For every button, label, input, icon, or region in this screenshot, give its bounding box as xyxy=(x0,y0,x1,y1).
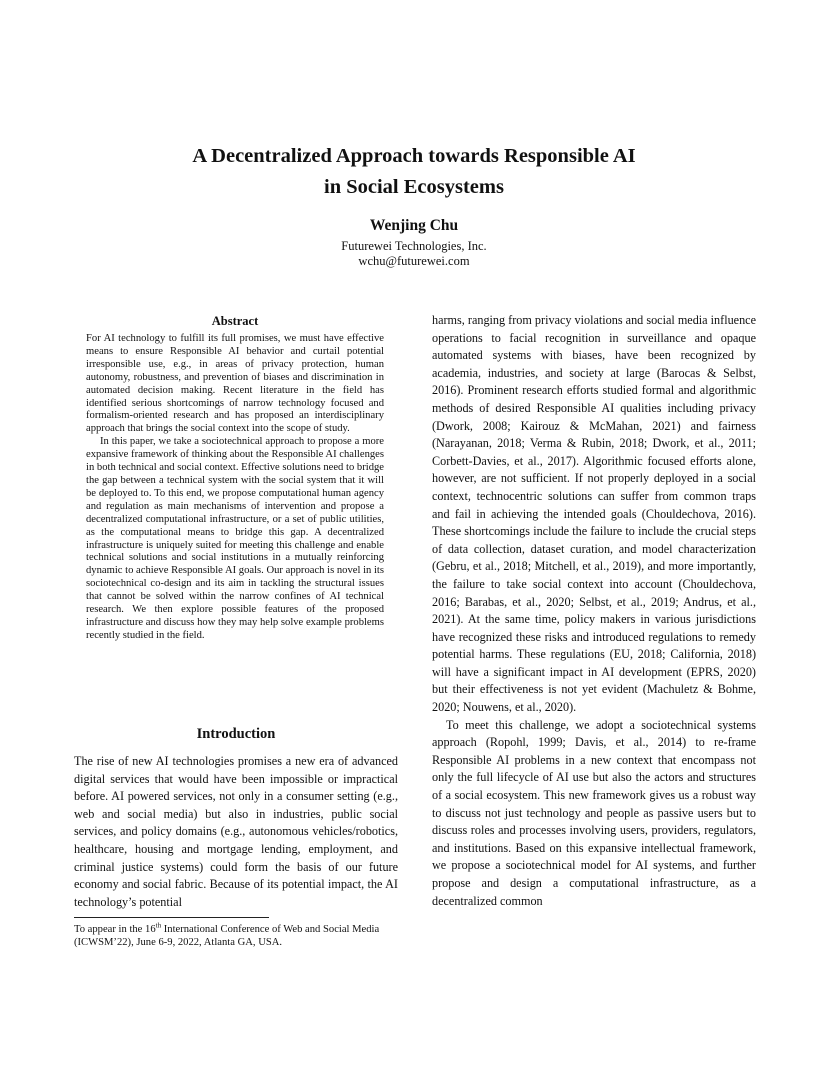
footnote-rule xyxy=(74,917,269,918)
footnote-text-post: International Conference of Web and Social Media (ICWSM’22), June 6-9, 2022, Atlanta GA, USA. xyxy=(74,924,380,948)
abstract-heading: Abstract xyxy=(211,314,259,328)
author-affiliation-block xyxy=(70,239,758,269)
abstract-paragraph-1: For AI technology to fulfill its full promises, we must have effective means to ensure Responsible AI behavior and curtail potential irresponsible use, e.g., in areas of privacy protection, human autonomy, robustness, and prevention of biases and discrimination in automated decision making. Recent literature in the field has identified serious shortcomings of narrow technology focused and formalism-oriented research and has proposed an interdisciplinary approach that brings the social context into the scope of study. xyxy=(86,333,384,435)
introduction-heading: Introduction xyxy=(196,726,276,742)
abstract-body xyxy=(86,333,384,643)
footnote-superscript: th xyxy=(155,921,162,930)
title-line-2: in Social Ecosystems xyxy=(324,176,504,198)
title-line-1: A Decentralized Approach towards Responsible AI xyxy=(192,145,636,167)
right-column-paragraph-2: To meet this challenge, we adopt a sociotechnical systems approach (Ropohl, 1999; Davis, et al., 2014) to re-frame Responsible AI problems in a new context that encompass not only the full lifecycle of AI use but also the actors and structures of a social ecosystem. This new framework gives us a robust way to discuss not just technology and people as passive users but to discuss roles and processes involving users, providers, regulators, and institutions. Based on this expansive intellectual framework, we propose a sociotechnical model for AI systems, and further propose and design a computational infrastructure, as a decentralized common xyxy=(432,717,756,908)
right-column-paragraph-1: harms, ranging from privacy violations and social media influence operations to facial recognition in surveillance and opaque automated systems with biases, have been recognized by academia, industries, and society at large (Barocas & Selbst, 2016). Prominent research efforts studied formal and algorithmic methods of desired Responsible AI qualities including privacy (Dwork, 2008; Kairouz & McMahan, 2021) and fairness (Narayanan, 2018; Verma & Rubin, 2018; Dwork, et al., 2011; Corbett-Davies, et al., 2017). Algorithmic focused efforts alone, however, are not sufficient. If not properly deployed in a social context, technocentric solutions can suffer from common traps and fail in achieving the intended goals (Chouldechova, 2016). These shortcomings include the failure to include the crucial steps of data collection, dataset curation, and model characterization (Gebru, et al., 2018; Mitchell, et al., 2019), and more importantly, the failure to take social context into account (Chouldechova, 2016; Barabas, et al., 2020; Selbst, et al., 2019; Andrus, et al., 2021). At the same time, policy makers in various jurisdictions have recognized these risks and introduced regulations to remedy potential harms. These regulations (EU, 2018; California, 2018) will have a significant impact in AI development (EPRS, 2020) but their effectiveness is not yet evident (Machuletz & Bohme, 2020; Nouwens, et al., 2020). xyxy=(432,313,756,715)
author-name: Wenjing Chu xyxy=(369,217,459,234)
introduction-paragraph-1: The rise of new AI technologies promises a new era of advanced digital services that would have been impossible or impractical before. AI powered services, not only in a consumer setting (e.g., web and social media) but also in industries, public social services, and policy domains (e.g., autonomous vehicles/robotics, healthcare, housing and mortgage lending, employment, and criminal justice systems) could form the basis of our future economy and social fabric. Because of its potential impact, the AI technology’s potential xyxy=(74,754,398,909)
footnote xyxy=(74,921,404,949)
right-column-body xyxy=(432,312,756,910)
introduction-body xyxy=(74,753,398,911)
abstract-paragraph-2: In this paper, we take a sociotechnical approach to propose a more expansive framework of thinking about the Responsible AI challenges in both technical and social context. Effective solutions need to bridge the gap between a technical system with the social system that it will be deployed to. To this end, we propose computational human agency and regulation as main mechanisms of intervention and propose a decentralized computational infrastructure, or a set of public utilities, as the computational means to bridge this gap. A decentralized infrastructure is uniquely suited for meeting this challenge and enable technical solutions and social institutions in a mutually reinforcing dynamic to achieve Responsible AI goals. Our approach is novel in its sociotechnical co-design and its aim in tackling the structural issues that cannot be solved within the narrow confines of AI technical research. We then explore possible features of the proposed infrastructure and discuss how they may help solve example problems recently studied in the field. xyxy=(86,436,384,641)
author-email: wchu@futurewei.com xyxy=(358,254,470,268)
paper-title xyxy=(70,141,758,203)
affiliation: Futurewei Technologies, Inc. xyxy=(341,239,487,253)
footnote-text-pre: To appear in the 16 xyxy=(74,924,156,935)
